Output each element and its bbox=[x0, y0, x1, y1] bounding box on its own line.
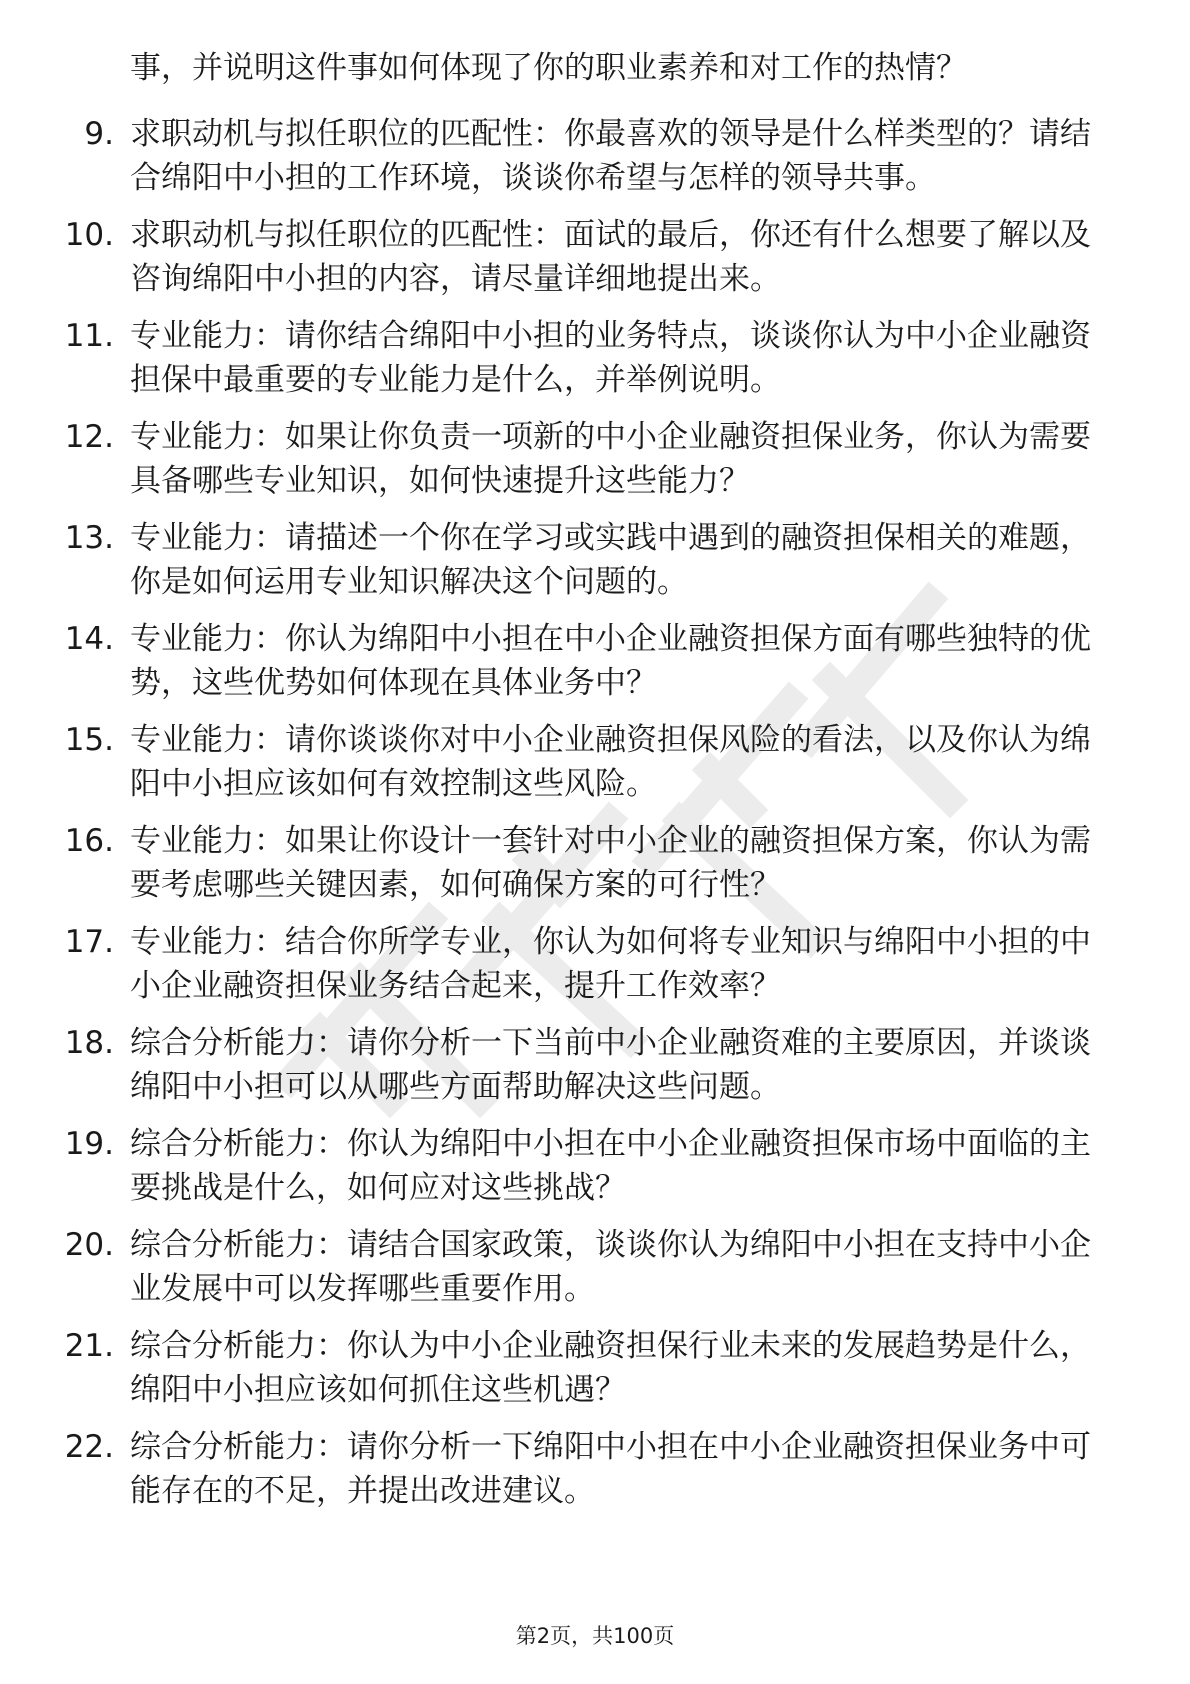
question-text: 综合分析能力：请结合国家政策，谈谈你认为绵阳中小担在支持中小企业发展中可以发挥哪些重要作用。 bbox=[130, 1227, 1091, 1307]
question-text: 专业能力：你认为绵阳中小担在中小企业融资担保方面有哪些独特的优势，这些优势如何体现在具体业务中？ bbox=[130, 621, 1091, 701]
question-text: 综合分析能力：请你分析一下当前中小企业融资难的主要原因，并谈谈绵阳中小担可以从哪些方面帮助解决这些问题。 bbox=[130, 1025, 1091, 1105]
question-item bbox=[0, 1223, 1190, 1311]
question-text: 求职动机与拟任职位的匹配性：面试的最后，你还有什么想要了解以及咨询绵阳中小担的内容，请尽量详细地提出来。 bbox=[130, 217, 1091, 297]
question-number: 17. bbox=[64, 924, 114, 960]
question-item bbox=[0, 314, 1190, 402]
question-number: 12. bbox=[64, 419, 114, 455]
question-item bbox=[0, 415, 1190, 503]
question-number: 21. bbox=[64, 1328, 114, 1364]
question-text: 综合分析能力：你认为中小企业融资担保行业未来的发展趋势是什么，绵阳中小担应该如何抓住这些机遇？ bbox=[130, 1328, 1091, 1408]
question-text: 综合分析能力：你认为绵阳中小担在中小企业融资担保市场中面临的主要挑战是什么，如何应对这些挑战？ bbox=[130, 1126, 1091, 1206]
question-number: 18. bbox=[64, 1025, 114, 1061]
question-number: 22. bbox=[64, 1429, 114, 1465]
question-text: 专业能力：请描述一个你在学习或实践中遇到的融资担保相关的难题，你是如何运用专业知识解决这个问题的。 bbox=[130, 520, 1091, 600]
continuation-text: 事，并说明这件事如何体现了你的职业素养和对工作的热情？ bbox=[130, 50, 967, 86]
question-text: 专业能力：请你结合绵阳中小担的业务特点，谈谈你认为中小企业融资担保中最重要的专业能力是什么，并举例说明。 bbox=[130, 318, 1091, 398]
question-number: 14. bbox=[64, 621, 114, 657]
question-number: 10. bbox=[64, 217, 114, 253]
question-item bbox=[0, 617, 1190, 705]
question-item bbox=[0, 1122, 1190, 1210]
question-text: 专业能力：如果让你负责一项新的中小企业融资担保业务，你认为需要具备哪些专业知识，如何快速提升这些能力？ bbox=[130, 419, 1091, 499]
question-text: 专业能力：结合你所学专业，你认为如何将专业知识与绵阳中小担的中小企业融资担保业务结合起来，提升工作效率？ bbox=[130, 924, 1091, 1004]
question-item bbox=[0, 213, 1190, 301]
question-number: 19. bbox=[64, 1126, 114, 1162]
question-item bbox=[0, 1425, 1190, 1513]
question-text: 综合分析能力：请你分析一下绵阳中小担在中小企业融资担保业务中可能存在的不足，并提出改进建议。 bbox=[130, 1429, 1091, 1509]
question-item bbox=[0, 920, 1190, 1008]
question-text: 专业能力：如果让你设计一套针对中小企业的融资担保方案，你认为需要考虑哪些关键因素，如何确保方案的可行性？ bbox=[130, 823, 1091, 903]
question-item bbox=[0, 516, 1190, 604]
question-number: 15. bbox=[64, 722, 114, 758]
question-item bbox=[0, 1324, 1190, 1412]
question-number: 13. bbox=[64, 520, 114, 556]
question-number: 20. bbox=[64, 1227, 114, 1263]
page-footer: 第2页，共100页 bbox=[515, 1624, 675, 1648]
question-text: 求职动机与拟任职位的匹配性：你最喜欢的领导是什么样类型的？请结合绵阳中小担的工作环境，谈谈你希望与怎样的领导共事。 bbox=[130, 116, 1091, 196]
question-item bbox=[0, 112, 1190, 200]
question-text: 专业能力：请你谈谈你对中小企业融资担保风险的看法，以及你认为绵阳中小担应该如何有效控制这些风险。 bbox=[130, 722, 1091, 802]
question-number: 9. bbox=[84, 116, 114, 152]
question-number: 11. bbox=[64, 318, 114, 354]
question-list bbox=[0, 112, 1190, 1526]
question-item bbox=[0, 1021, 1190, 1109]
question-number: 16. bbox=[64, 823, 114, 859]
question-item bbox=[0, 819, 1190, 907]
question-item bbox=[0, 718, 1190, 806]
